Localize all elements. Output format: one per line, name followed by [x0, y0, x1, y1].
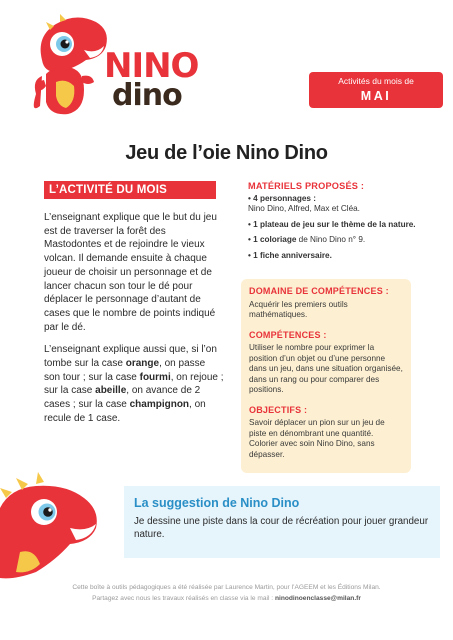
footer-credits: Cette boîte à outils pédagogiques a été réalisée par Laurence Martin, pour l’AGEEM et les Éditions Milan. — [72, 584, 381, 591]
materials-item-text: de Nino Dino n° 9. — [296, 235, 366, 244]
nino-dino-logo — [104, 48, 212, 118]
competences-block — [249, 330, 403, 396]
footer-email-link[interactable]: ninodinoenclasse@milan.fr — [274, 595, 361, 602]
dinosaur-peeking-icon — [0, 468, 110, 580]
footer — [0, 582, 453, 604]
domain-block — [249, 286, 403, 321]
materials-item-personnages — [248, 194, 418, 215]
footer-contact-prefix: Partagez avec nous les travaux réalisés en classe via le mail : — [92, 595, 275, 602]
activity-text-span: , on avance de 2 cases ; sur la case — [44, 385, 201, 411]
materials-item-bold: • 4 personnages : — [248, 193, 316, 203]
month-badge — [309, 72, 443, 108]
materials-item-text: Nino Dino, Alfred, Max et Cléa. — [248, 204, 360, 213]
materials-heading: MATÉRIELS PROPOSÉS : — [248, 181, 365, 191]
activity-text-span: , on rejoue ; sur la case — [44, 371, 224, 397]
suggestion-box — [124, 486, 440, 558]
materials-item-bold: • 1 fiche anniversaire. — [248, 250, 332, 260]
activity-text-span: , on passe son tour ; sur la case — [44, 358, 206, 383]
keyword-champignon: champignon — [129, 399, 190, 411]
domain-heading: DOMAINE DE COMPÉTENCES : — [249, 286, 389, 296]
activity-paragraph-2 — [44, 343, 224, 425]
materials-item-coloriage — [248, 235, 418, 246]
objectifs-text: Savoir déplacer un pion sur un jeu de piste en dénombrant une quantité. Colorier avec soin Nino Dino, sans dépasser. — [249, 418, 385, 459]
page-title: Jeu de l’oie Nino Dino — [125, 142, 328, 164]
activity-paragraph-1: L’enseignant explique que le but du jeu est de traverser la forêt des Mastodontes et de rejoindre le vieux volcan. Il demande ensuite à chaque joueur de choisir un personnage et de lancer chacun son tour le dé pour déplacer le personnage d’autant de cases que le nombre de points indiqué par le dé. — [44, 212, 217, 333]
materials-item-bold: • 1 coloriage — [248, 235, 297, 244]
logo-dino-text: dino — [112, 78, 182, 113]
objectifs-heading: OBJECTIFS : — [249, 404, 308, 415]
activity-description — [44, 211, 224, 426]
month-badge-label: Activités du mois de — [338, 76, 414, 86]
competences-text: Utiliser le nombre pour exprimer la position d’un objet ou d’une personne dans un jeu, dans une situation organisée, dans un rang ou pour comparer des positions. — [249, 343, 403, 394]
suggestion-title: La suggestion de Nino Dino — [134, 496, 300, 510]
activity-section-tag: L’ACTIVITÉ DU MOIS — [44, 181, 216, 199]
footer-contact — [0, 593, 453, 604]
materials-item-plateau — [248, 220, 418, 231]
materials-section — [248, 181, 418, 266]
dinosaur-mascot-icon — [26, 10, 110, 118]
logo-nino-text: NINO — [104, 46, 199, 86]
objectifs-block — [249, 405, 403, 461]
keyword-abeille: abeille — [95, 385, 127, 397]
materials-item-bold: • 1 plateau de jeu sur le thème de la nature. — [248, 219, 416, 229]
activity-text-span: , on recule de 1 case. — [44, 399, 206, 424]
skills-box — [241, 279, 411, 473]
activity-text-span: L’enseignant explique aussi que, si l’on tombe sur la case — [44, 344, 217, 370]
domain-text: Acquérir les premiers outils mathématiques. — [249, 299, 348, 319]
suggestion-text: Je dessine une piste dans la cour de récréation pour jouer grandeur nature. — [134, 516, 429, 540]
materials-item-fiche — [248, 251, 418, 262]
competences-heading: COMPÉTENCES : — [249, 329, 327, 340]
keyword-orange: orange — [125, 358, 160, 370]
keyword-fourmi: fourmi — [139, 371, 171, 383]
month-badge-month: MAI — [360, 89, 392, 103]
